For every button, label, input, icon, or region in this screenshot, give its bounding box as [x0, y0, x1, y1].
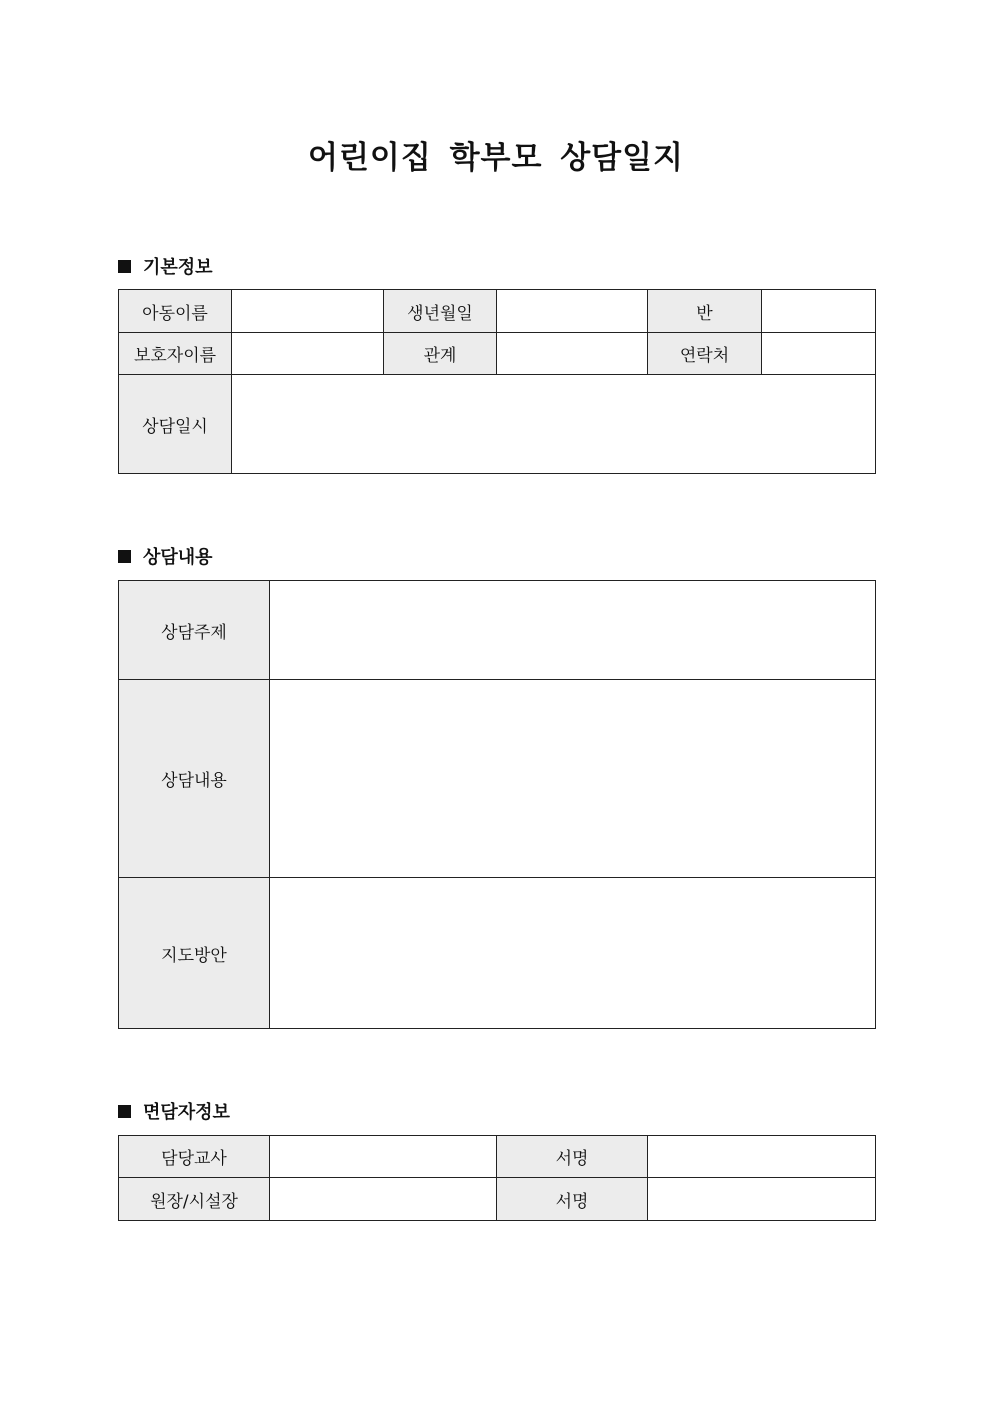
teacher-label: 담당교사 [119, 1136, 270, 1178]
square-bullet-icon [118, 260, 131, 273]
guardian-name-label: 보호자이름 [119, 333, 232, 375]
basic-info-table [118, 289, 876, 474]
square-bullet-icon [118, 550, 131, 563]
basic-info-heading [118, 253, 213, 279]
consult-details-label: 상담내용 [119, 680, 270, 878]
class-label: 반 [648, 290, 762, 333]
guidance-plan-field[interactable] [270, 878, 876, 1029]
director-signature-field[interactable] [648, 1178, 876, 1221]
consult-content-heading [118, 543, 213, 569]
child-name-field[interactable] [232, 290, 384, 333]
consult-content-heading-text: 상담내용 [143, 547, 213, 568]
consult-details-field[interactable] [270, 680, 876, 878]
consult-datetime-label: 상담일시 [119, 375, 232, 474]
consult-topic-field[interactable] [270, 581, 876, 680]
contact-label: 연락처 [648, 333, 762, 375]
consult-topic-label: 상담주제 [119, 581, 270, 680]
interviewer-info-table [118, 1135, 876, 1221]
child-name-label: 아동이름 [119, 290, 232, 333]
interviewer-info-heading-text: 면담자정보 [143, 1102, 230, 1123]
birth-date-label: 생년월일 [384, 290, 497, 333]
teacher-signature-field[interactable] [648, 1136, 876, 1178]
director-field[interactable] [270, 1178, 497, 1221]
director-label: 원장/시설장 [119, 1178, 270, 1221]
class-field[interactable] [762, 290, 876, 333]
director-signature-label: 서명 [497, 1178, 648, 1221]
square-bullet-icon [118, 1105, 131, 1118]
guardian-name-field[interactable] [232, 333, 384, 375]
page-title: 어린이집 학부모 상담일지 [308, 140, 684, 176]
relation-label: 관계 [384, 333, 497, 375]
consult-content-table [118, 580, 876, 1029]
consult-datetime-field[interactable] [232, 375, 876, 474]
basic-info-heading-text: 기본정보 [143, 257, 213, 278]
birth-date-field[interactable] [497, 290, 648, 333]
guidance-plan-label: 지도방안 [119, 878, 270, 1029]
interviewer-info-heading [118, 1098, 230, 1124]
contact-field[interactable] [762, 333, 876, 375]
teacher-field[interactable] [270, 1136, 497, 1178]
teacher-signature-label: 서명 [497, 1136, 648, 1178]
relation-field[interactable] [497, 333, 648, 375]
